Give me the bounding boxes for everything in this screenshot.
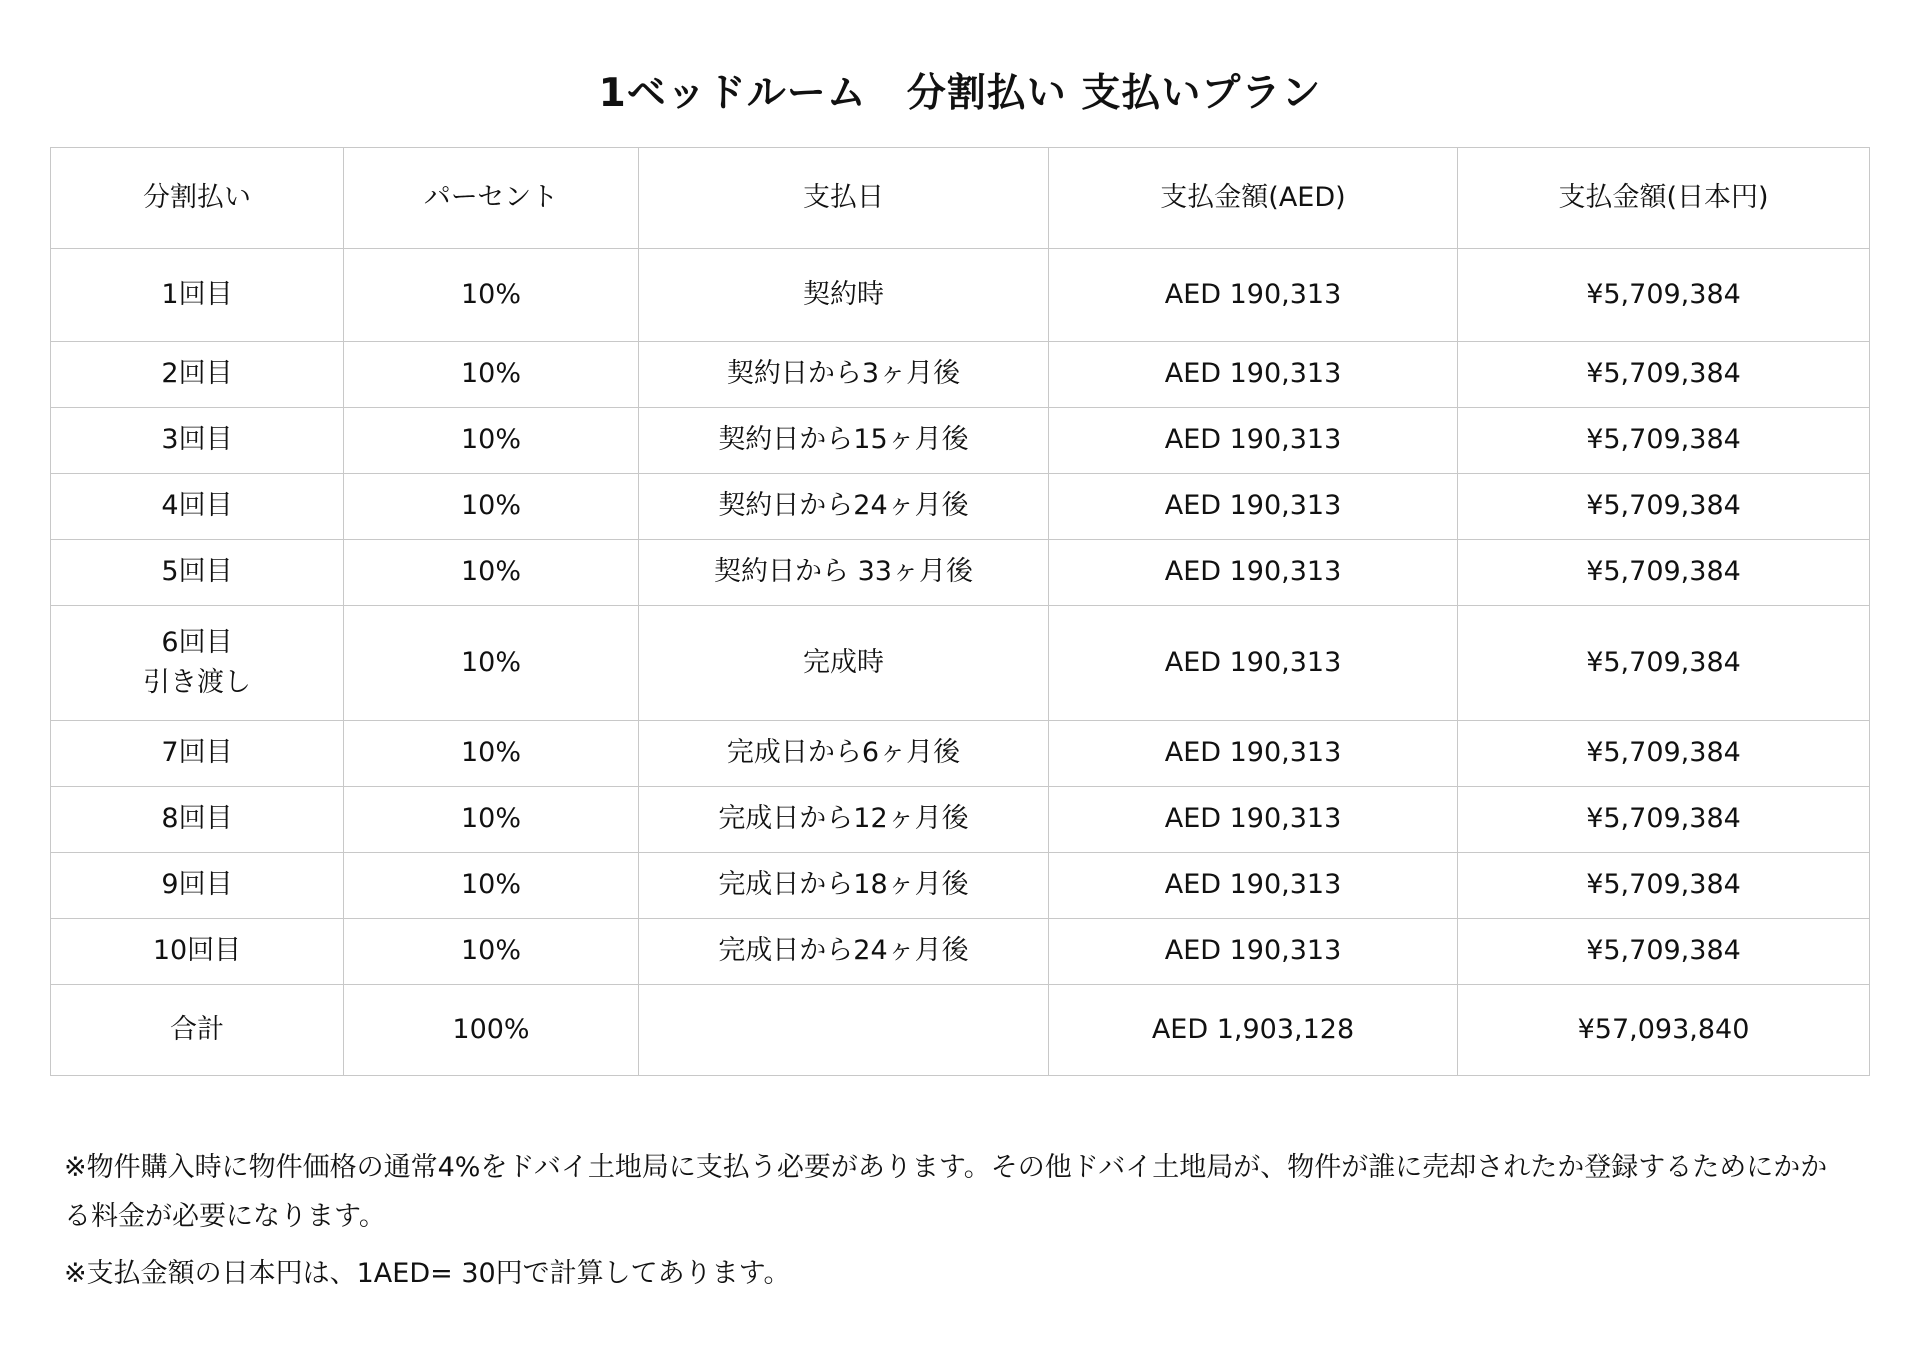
installment-cell: 1回目 [51,249,344,342]
percent-cell: 10% [344,540,639,606]
installment-cell [51,606,344,721]
payment-plan-table [50,147,1870,1076]
table-row [51,408,1870,474]
total-date-cell [639,985,1049,1076]
amount-jpy-cell: ¥5,709,384 [1458,606,1870,721]
payment-date-cell: 完成日から24ヶ月後 [639,919,1049,985]
installment-cell: 9回目 [51,853,344,919]
amount-aed-cell: AED 190,313 [1049,249,1458,342]
amount-aed-cell: AED 190,313 [1049,474,1458,540]
percent-cell: 10% [344,787,639,853]
header-percent: パーセント [344,148,639,249]
installment-cell: 5回目 [51,540,344,606]
payment-date-cell: 完成日から18ヶ月後 [639,853,1049,919]
amount-jpy-cell: ¥5,709,384 [1458,721,1870,787]
amount-aed-cell: AED 190,313 [1049,606,1458,721]
installment-cell: 2回目 [51,342,344,408]
table-row [51,249,1870,342]
amount-jpy-cell: ¥5,709,384 [1458,853,1870,919]
percent-cell: 10% [344,474,639,540]
footnote-exchange-rate: ※支払金額の日本円は、1AED= 30円で計算してあります。 [64,1258,791,1289]
percent-cell: 10% [344,853,639,919]
total-jpy-cell: ¥57,093,840 [1458,985,1870,1076]
payment-date-cell: 契約日から24ヶ月後 [639,474,1049,540]
percent-cell: 10% [344,721,639,787]
installment-cell: 3回目 [51,408,344,474]
amount-aed-cell: AED 190,313 [1049,721,1458,787]
header-installment: 分割払い [51,148,344,249]
installment-cell: 7回目 [51,721,344,787]
table-row [51,787,1870,853]
table-row [51,919,1870,985]
total-row [51,985,1870,1076]
installment-cell: 4回目 [51,474,344,540]
amount-jpy-cell: ¥5,709,384 [1458,787,1870,853]
table-row [51,474,1870,540]
installment-number: 6回目 [161,626,233,658]
header-amount-jpy: 支払金額(日本円) [1458,148,1870,249]
amount-jpy-cell: ¥5,709,384 [1458,540,1870,606]
amount-jpy-cell: ¥5,709,384 [1458,249,1870,342]
amount-jpy-cell: ¥5,709,384 [1458,919,1870,985]
percent-cell: 10% [344,342,639,408]
table-row [51,721,1870,787]
payment-date-cell: 契約日から15ヶ月後 [639,408,1049,474]
footnote-land-department-fee: ※物件購入時に物件価格の通常4%をドバイ土地局に支払う必要があります。その他ドバイ土地局が、物件が誰に売却されたか登録するためにかかる料金が必要になります。 [64,1152,1828,1232]
amount-jpy-cell: ¥5,709,384 [1458,408,1870,474]
percent-cell: 10% [344,919,639,985]
percent-cell: 10% [344,606,639,721]
amount-aed-cell: AED 190,313 [1049,540,1458,606]
installment-cell: 8回目 [51,787,344,853]
amount-aed-cell: AED 190,313 [1049,853,1458,919]
amount-jpy-cell: ¥5,709,384 [1458,342,1870,408]
payment-date-cell: 完成時 [639,606,1049,721]
payment-date-cell: 契約日から 33ヶ月後 [639,540,1049,606]
installment-note: 引き渡し [143,667,251,698]
table-row [51,606,1870,721]
payment-date-cell: 契約日から3ヶ月後 [639,342,1049,408]
amount-aed-cell: AED 190,313 [1049,408,1458,474]
percent-cell: 10% [344,249,639,342]
percent-cell: 10% [344,408,639,474]
total-percent-cell: 100% [344,985,639,1076]
header-payment-date: 支払日 [639,148,1049,249]
page-title: 1ベッドルーム 分割払い 支払いプラン [598,71,1322,116]
total-label-cell: 合計 [51,985,344,1076]
installment-cell: 10回目 [51,919,344,985]
amount-aed-cell: AED 190,313 [1049,919,1458,985]
payment-date-cell: 完成日から12ヶ月後 [639,787,1049,853]
amount-aed-cell: AED 190,313 [1049,342,1458,408]
amount-aed-cell: AED 190,313 [1049,787,1458,853]
table-row [51,540,1870,606]
table-row [51,342,1870,408]
table-header-row [51,148,1870,249]
amount-jpy-cell: ¥5,709,384 [1458,474,1870,540]
table-row [51,853,1870,919]
payment-date-cell: 契約時 [639,249,1049,342]
total-aed-cell: AED 1,903,128 [1049,985,1458,1076]
payment-date-cell: 完成日から6ヶ月後 [639,721,1049,787]
header-amount-aed: 支払金額(AED) [1049,148,1458,249]
footnotes [64,1143,1854,1306]
